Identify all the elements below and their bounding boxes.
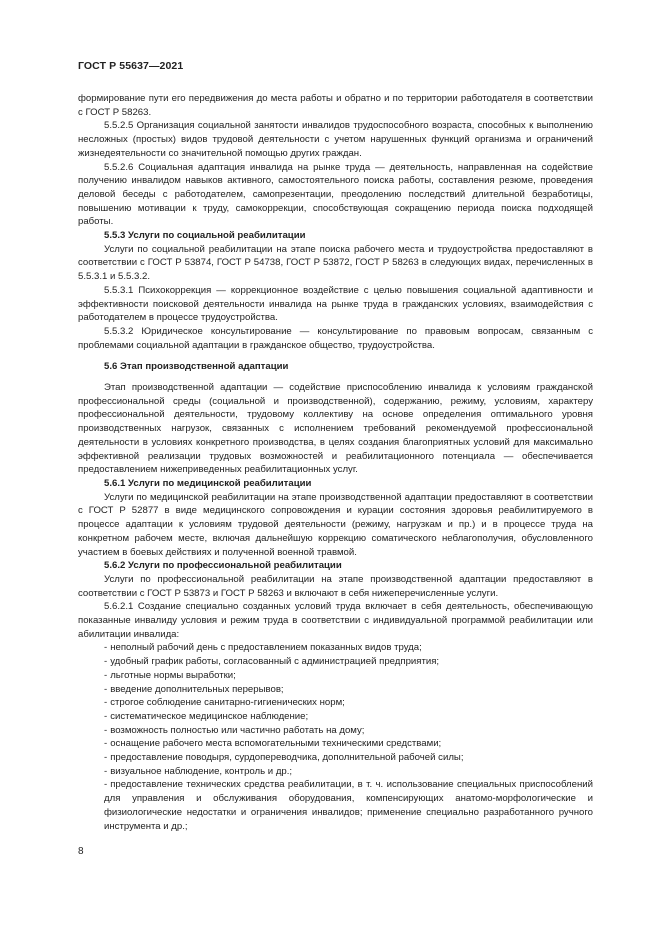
list-item <box>78 655 593 669</box>
list-dash: - <box>104 642 108 654</box>
list-item-text: удобный график работы, согласованный с администрацией предприятия; <box>110 656 440 668</box>
paragraph-5-5-3-1: 5.5.3.1 Психокоррекция — коррекционное воздействие с целью повышения социальной адаптивности и эффективности поисковой деятельности инвалида на рынке труда в гражданских условиях, взаимодействия с работодателем в процессе трудоустройства. <box>78 284 593 324</box>
list-item <box>78 683 593 697</box>
list-item <box>78 669 593 683</box>
list-dash: - <box>104 752 108 764</box>
document-body <box>78 92 593 833</box>
heading-5-6: 5.6 Этап производственной адаптации <box>104 361 289 373</box>
paragraph-5-6-1: Услуги по медицинской реабилитации на этапе производственной адаптации предоставляют в соответствии с ГОСТ Р 52877 в виде медицинского сопровождения и курации состояния здоровья реабилитируемого в процессе адаптации к условиям трудовой деятельности (режиму, нагрузкам и пр.) и в процессе труда на конкретном рабочем месте, включая дальнейшую коррекцию соматического неблагополучия, обусловленного участием в боевых действиях и полученной военной травмой. <box>78 491 593 558</box>
document-header: ГОСТ Р 55637—2021 <box>78 60 184 72</box>
list-item-text: неполный рабочий день с предоставлением показанных видов труда; <box>110 642 422 654</box>
paragraph-5-6: Этап производственной адаптации — содействие приспособлению инвалида к условиям гражданской профессиональной среды (социальной и производственной), содержанию, режиму, условиям, характеру профессиональной деятельности, трудовому коллективу на основе определения оптимального уровня производственных нагрузок, связанных с исполнением требований рекомендуемой профессиональной деятельности в условиях конкретного производства, в целях создания благоприятных условий для максимально эффективной реализации трудовых возможностей и реабилитационного потенциала — обеспечивается предоставлением нижеприведенных реабилитационных услуг. <box>78 382 593 476</box>
paragraph-5-6-2: Услуги по профессиональной реабилитации на этапе производственной адаптации предоставляют в соответствии с ГОСТ Р 53873 и ГОСТ Р 58263 и включают в себя нижеперечисленные услуги. <box>78 573 593 599</box>
heading-5-6-1: 5.6.1 Услуги по медицинской реабилитации <box>104 477 312 489</box>
list-item-text: льготные нормы выработки; <box>110 669 236 681</box>
list-dash: - <box>104 765 108 777</box>
list-dash: - <box>104 738 108 750</box>
heading-5-6-2: 5.6.2 Услуги по профессиональной реабилитации <box>104 560 342 572</box>
page-number: 8 <box>78 846 84 857</box>
list-item-text: строгое соблюдение санитарно-гигиенических норм; <box>110 697 345 709</box>
paragraph-5-5-2-6: 5.5.2.6 Социальная адаптация инвалида на рынке труда — деятельность, направленная на содействие получению инвалидом навыков активного, самостоятельного поиска работы, составления резюме, проведения деловой беседы с работодателем, самопрезентации, преодолению последствий длительной безработицы, повышению мотивации к труду, самокоррекции, способствующая сокращению периода поиска подходящей работы. <box>78 161 593 228</box>
list-item-text: введение дополнительных перерывов; <box>110 683 284 695</box>
list-dash: - <box>104 656 108 668</box>
list-item <box>78 751 593 765</box>
list-item-text: визуальное наблюдение, контроль и др.; <box>110 765 293 777</box>
list-dash: - <box>104 710 108 722</box>
paragraph-5-5-2-5: 5.5.2.5 Организация социальной занятости инвалидов трудоспособного возраста, способных к выполнению несложных (простых) видов трудовой деятельности с учетом нарушенных функций организма и ограничений жизнедеятельности со значительной помощью других граждан. <box>78 120 593 159</box>
list-dash: - <box>104 669 108 681</box>
list-item <box>78 641 593 655</box>
list-item-text: систематическое медицинское наблюдение; <box>110 710 309 722</box>
list-dash: - <box>104 697 108 709</box>
conditions-list <box>78 641 593 833</box>
list-item-text: предоставление технических средства реабилитации, в т. ч. использование специальных приспособлений для управления и обслуживания оборудования, компенсирующих анатомо-морфологические и физиологические недостатки и ограничения инвалидов; применение специально разработанного ручного инструмента и др.; <box>104 779 593 832</box>
list-item <box>78 696 593 710</box>
list-item-text: предоставление поводыря, сурдопереводчика, дополнительной рабочей силы; <box>110 752 464 764</box>
list-dash: - <box>104 779 108 791</box>
list-item <box>78 724 593 738</box>
list-item <box>78 778 593 833</box>
list-item <box>78 765 593 779</box>
list-item <box>78 737 593 751</box>
list-dash: - <box>104 683 108 695</box>
paragraph-intro: формирование пути его передвижения до места работы и обратно и по территории работодателя в соответствии с ГОСТ Р 58263. <box>78 93 593 118</box>
paragraph-5-5-3-2: 5.5.3.2 Юридическое консультирование — консультирование по правовым вопросам, связанным с проблемами социальной адаптации в гражданское общество, трудоустройства. <box>78 325 593 351</box>
paragraph-5-5-3: Услуги по социальной реабилитации на этапе поиска рабочего места и трудоустройства предоставляют в соответствии с ГОСТ Р 53874, ГОСТ Р 54738, ГОСТ Р 53872, ГОСТ Р 58263 в следующих видах, перечисленных в 5.5.3.1 и 5.5.3.2. <box>78 243 593 283</box>
heading-5-5-3: 5.5.3 Услуги по социальной реабилитации <box>104 230 306 242</box>
list-item <box>78 710 593 724</box>
paragraph-5-6-2-1: 5.6.2.1 Создание специально созданных условий труда включает в себя деятельность, обеспечивающую показанные инвалиду условия и режим труда в соответствии с индивидуальной программой реабилитации или абилитации инвалида: <box>78 601 593 640</box>
list-item-text: оснащение рабочего места вспомогательными техническими средствами; <box>110 738 442 750</box>
list-dash: - <box>104 724 108 736</box>
list-item-text: возможность полностью или частично работать на дому; <box>110 724 365 736</box>
